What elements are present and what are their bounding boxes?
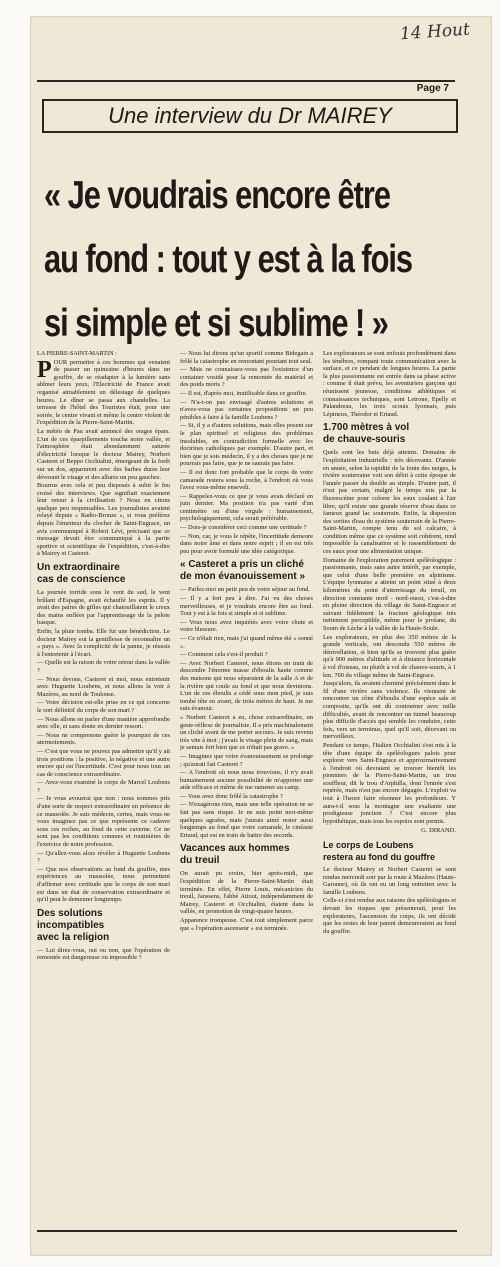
page-header-rule — [37, 80, 455, 96]
paragraph: « Norbert Casteret a eu, chose extraordinaire, un geste-réflexe de journaliste. Il a pris machinalement un cliché avant de me porter secours. Je suis revenu très vite à moi ; j'avais le visage plein de sang, mais je sentais fort bien que ce n'était pas grave. » — [180, 713, 313, 752]
subheading-line: Le corps de Loubens — [323, 840, 414, 851]
paragraph: — Il est donc fort probable que le corps de votre camarade restera sous la roche, à l'endroit où vous l'avez vous-même enseveli. — [180, 468, 313, 492]
paragraph: — Rappelez-vous ce que je vous avais déclaré en juin dernier. Ma position n'a pas varié d'un centimètre ou d'une virgule : humainement, psychologiquement, cela serait préférable. — [180, 492, 313, 523]
article-columns — [37, 350, 457, 1225]
subheading-line: restera au fond du gouffre — [323, 852, 436, 863]
paragraph: — Je vous avouerai que non : nous sommes pris d'une sorte de respect extraordinaire en présence de ce mausolée. Je suis médecin, certes, mais vous ne vous imaginez pas ce que représente ce cadavre sous ces roches, au fond de cette caverne. Ce ne sont pas les conditions connues et routinières de l'exercice de notre profession. — [37, 795, 170, 849]
handwritten-note: 14 Hout — [399, 19, 471, 45]
subheading — [37, 562, 170, 586]
subheading-line: de chauve-souris — [323, 434, 406, 446]
paragraph: — Dois-je considérer ceci comme une certitude ? — [180, 524, 307, 532]
subheading — [323, 839, 456, 863]
paragraph: La météo de Pau avait annoncé des orages épars. L'un de ces éparpillements toucha notre vallée, et l'atmosphère était abondamment saturée d'électricité lorsque le docteur Mairey, Norbert Casteret et Beppo Occhialini, émergeant de la forêt sur un dos, apparurent avec des barbes dures leur dévorant le visage et des allures un peu gauches. — [37, 427, 170, 481]
paragraph: Celle-ci s'est rendue aux raisons des spéléologues et devant les risques que présenterait, pour les explorateurs, l'ascension du corps, ils ont décidé que les restes de leur parent demeureraient au fond du gouffre. — [323, 897, 456, 935]
paragraph: On aurait pu croire, hier après-midi, que l'expédition de la Pierre-Saint-Martin était terminée. En effet, Pierre Louis, mécanicien du treuil, Janssens, l'abbé Attout, indépendamment de Mairey, Casteret et Occhialini, étaient dans la vallée, en promotion de vingt-quatre heures. — [180, 870, 313, 916]
paragraph: — Non, car, je vous le répète, l'incertitude demeure dans notre âme et dans notre esprit ; il en est très peu pour avoir formulé une idée catégorique. — [180, 532, 313, 555]
dateline: LA PIERRE-SAINT-MARTIN : — [37, 350, 117, 357]
headline-line-3: si simple et si sublime ! » — [44, 302, 388, 345]
paragraph: — Qu'allez-vous alors révéler à Huguette Loubens ? — [37, 849, 170, 865]
paragraph: Bourrus avec cela et peu disposés à subir le feu croisé des interviews. Que signifiait exactement leur retour à la civilisation ? Nous en citons quelque peu responsables. Les journalistes avaient relayé depuis « Radio-Bronze », si vous préférez depuis l'émetteur du clocher de Saint-Engrace, un avis communiqué à Robert Lévi, précisant que ce message devait être communiqué à la partie sportive et scientifique de l'expédition, c'est-à-dire à Mairey et Casteret. — [37, 482, 170, 558]
paragraph: — Nous allons en parler d'une manière approfondie avec elle, et sans doute en dernier ressort. — [37, 715, 170, 731]
headline-line-2: au fond : tout y est à la fois — [44, 238, 413, 281]
paragraph: — Ce n'était rien, mais j'ai quand même été « sonné ». — [180, 635, 313, 650]
paragraph: — Il est, d'après moi, inutilisable dans ce gouffre. — [180, 389, 308, 397]
paragraph: Quels sont les buts déjà atteints. Domaine de l'exploitation industrielle : très décevants. D'année en année, selon la rapidité de la fonte des neiges, la rivière souterraine voit son débit à cette époque de l'année passer du double au simple. D'autre part, il n'est pas certain, malgré le temps mis par la fluorescéine pour colorer les eaux coulant à l'air libre, qu'il existe une grande réserve d'eau dans ce fameux grand lac souterrain. Enfin, la dispersion des sorties d'eau du système souterrain de la Pierre-Saint-Martin, compte tenu du sol calcaire, à condition même que ce système soit cohérent, rend impossible la canalisation et le rassemblement de ces eaux pour une alimentation unique. — [323, 449, 456, 556]
column-2 — [180, 350, 313, 1225]
paragraph: Enfin, la pluie tomba. Elle fut une bénédiction. Le docteur Mairey eut la gentillesse de reconnaître un « pays ». Avec la complicité de la panne, je réussis à l'entretenir à l'écart. — [37, 628, 170, 658]
subheading-line: 1.700 mètres à vol — [323, 422, 410, 434]
paragraph: — N'a-t-on pas envisagé d'autres solutions et n'avez-vous pas certaines propositions un peu pénibles à faire à la famille Loubens ? — [180, 398, 313, 421]
paragraph: Domaine de l'exploration purement spéléologique : passionnante, mais sans autre intérêt, par exemple, que celui d'une belle première en alpinisme. L'équipe lyonnaise a atteint un point situé à deux kilomètres du point d'atterrissage du treuil, en direction constante nord - nord-ouest, c'est-à-dire en pleine direction du village de Saint-Engrace et suivant fidèlement la fracture géologique très nettement perceptible, même pour le profane, du Soum de Lèche à la vallée de la Haute-Soule. — [323, 556, 456, 632]
subheading — [323, 422, 456, 446]
paragraph: Le docteur Mairey et Norbert Casteret se sont rendus mercredi soir par la route à Mazères (Haute-Garonne), où ils ont eu un long entretien avec la famille Loubens. — [323, 866, 456, 896]
paragraph: Apparence trompeuse. C'est tout simplement parce que « l'opération ascenseur » est terminée. — [180, 917, 313, 932]
subheading — [37, 908, 170, 944]
subheading-line: du treuil — [180, 855, 220, 867]
paragraph: Jusqu'alors, ils avaient cheminé précisément dans le fil d'une rivière sans violence. Ils viennent de rencontrer un cône d'éboulis d'une espèce sale et composite, qu'ils ont dû contourner avec mille difficultés, avant de rencontrer un tunnel beaucoup plus difficile d'accès qui semble les conduire, cette fois, vers un terminus, quel qu'il soit, décevant ou merveilleux. — [323, 680, 456, 741]
paragraph: OUR permettre à ces hommes qui venaient de passer un quinzaine d'heures dans un gouffre, de se réadapter à la lumière sans abîmer leurs yeux, l'Electricité de France avait organisé aimablement un délestage de quelques heures. Le dîner se passa aux chandelles. La terrasse de l'hôtel des Touristes était, pour une soirée, le centre vivant et même le centre violent de l'expédition de la Pierre-Saint-Martin. — [37, 358, 170, 427]
paragraph: — Parlez-moi un petit peu de votre séjour au fond. — [180, 586, 310, 594]
paragraph: — Avec Norbert Casteret, nous étions en train de descendre l'énorme masse d'éboulis haute comme des maisons qui nous séparaient de la salle A et de la rivière qui coule au fond et que nous devinions. L'un de ces éboulis a cédé sous mon pied, je suis tombé tête en avant, de trois mètres de haut. Je me suis évanoui. — [180, 659, 313, 713]
paragraph: Les explorateurs se sont enfouis profondément dans les ténèbres, rompant toute communication avec la surface, et ce pendant de longues heures. La partie la plus passionnante est entrée dans sa phase active : comme il était prévu, les aventuriers garçons qui réunissent jeunesse, conditions athlétiques et connaissances techniques, sont Letrone, Epelly et Palandreau, les trois scouts lyonnais, puis Lépineux, Théodor et Ertaud. — [323, 350, 456, 418]
subheading-line: Vacances aux hommes — [180, 843, 290, 855]
paragraph: Les explorateurs, en plus des 350 mètres de la grande verticale, ont descendu 550 mètres de dénivellation, si bien qu'ils se trouvent plus guère qu'à 900 mètres d'altitude et à distance horizontale à vol d'oiseau, ou plutôt à vol de chauve-souris, à 1 km. 700 du village même de Saint-Engrace. — [323, 633, 456, 679]
subheading-line: cas de conscience — [37, 574, 126, 586]
column-3 — [323, 350, 456, 1225]
paragraph: — Comment cela s'est-il produit ? — [180, 651, 268, 659]
paragraph: — Lui direz-vous, oui ou non, que l'opération de remontée est dangereuse ou impossible ? — [37, 946, 170, 962]
subheading — [180, 843, 313, 867]
subheading-line: Des solutions incompatibles — [37, 907, 105, 931]
paragraph: — Nous devons, Casteret et moi, nous entretenir avec Huguette Loubens, et nous allons la voir à Mazères, au nord de Toulouse. — [37, 675, 170, 698]
paragraph: — Vous avez donc frôlé la catastrophe ? — [180, 792, 283, 800]
paragraph: — Nous ne comprenons guère le pourquoi de ces atermoiements. — [37, 731, 170, 747]
paragraph: Pendant ce temps, l'Italien Occhialini s'est mis à la tête d'une équipe de spéléologues palois pour explorer vers Saint-Engrace et approximativement à l'endroit où devraient se trouver bientôt les pionniers de la Pierre-Saint-Martin, un trou souffleur, dit le trou d'Arphilla, dont l'entrée s'est repérée, mais n'est pas encore dégagée. L'exploit va tout à l'heure faire résonner les profondeurs. Y aura-t-il sous la montagne une exaltante une prodigieuse jonction ? C'est encore plus hypothétique, mais tous les espoirs sont permis. — [323, 741, 456, 825]
paragraph: — Avez-vous examiné le corps de Marcel Loubens ? — [37, 779, 170, 794]
bottom-rule — [37, 1230, 457, 1232]
paragraph: — Nous lui dirons qu'un sportif comme Bidegain a frôlé la catastrophe en remontant pourtant tout seul. — [180, 350, 313, 365]
paragraph: La journée torride sous le vent du sud, le vent brûlant d'Espagne, avait échauffé les esprits. Il y avait des paires de gifles qui chatouillaient le creux des mains enflées par l'apprentissage de la pelote basque. — [37, 589, 170, 627]
subheading: « Casteret a pris un cliché de mon évanouissement » — [180, 559, 306, 583]
column-1 — [37, 350, 170, 1225]
paragraph: — Que nos observations au fond du gouffre, mes expériences au mausolée, nous permettent d'affirmer avec certitude que le corps de son mari est dans un état de conservation extraordinaire et qu'il peut le demeurer longtemps. — [37, 865, 170, 904]
page-number: Page 7 — [416, 83, 449, 94]
headline-line-1: « Je voudrais encore être — [44, 174, 390, 217]
subheading-line: avec la religion — [37, 931, 110, 943]
paragraph: — N'exagérons rien, mais une telle opération ne se fait pas sans risque. Je ne suis point moi-même quelques agrafes, mais j'aurais aimé rester aussi longtemps au fond que votre camarade, le cinéaste Ertaud, qui est en train de battre des records. — [180, 801, 313, 839]
paragraph: — Mais ne connaissez-vous pas l'existence d'un container vosidé pour la remontée du matériel et des poids morts ? — [180, 366, 313, 389]
paragraph: — Si, il y a d'autres solutions, mais elles posent sur le plan spirituel et religieux des problèmes insolubles, en contradiction formelle avec les doctrines catholiques par exemple. D'autre part, et bien que je sois médecin, il y a des choses que je ne pourrais pas faire, que je ne saurais pas faire. — [180, 422, 313, 468]
headline — [44, 164, 452, 356]
drop-cap: P — [37, 356, 52, 383]
paragraph: — Votre décision est-elle prise en ce qui concerne le sort définitif du corps de son mari ? — [37, 699, 170, 714]
paragraph: — Quelle est la raison de votre retour dans la vallée ? — [37, 659, 170, 674]
kicker-box: Une interview du Dr MAIREY — [42, 99, 458, 133]
paragraph: — Il y a fort peu à dire. J'ai vu des choses merveilleuses, et je voudrais encore être au fond. Tout y est à la fois si simple et si sublime. — [180, 595, 313, 618]
paragraph: — C'est que vous ne pouvez pas admettre qu'il y ait trois positions : la positive, la négative et une autre encore qui est l'incertitude. C'est pour nous tous un cas de conscience extraordinaire. — [37, 747, 170, 778]
author-signature: G. DIRAND. — [421, 827, 456, 835]
paragraph: — A l'endroit où nous nous trouvions, il n'y avait humainement aucune possibilité de m'apporter une aide efficace et même de me ramener au camp. — [180, 769, 313, 792]
paragraph: — Imaginez que votre évanouissement se prolonge ; qu'aurait fait Casteret ? — [180, 752, 313, 768]
paragraph: — Vous nous avez inquiétés avec votre chute et votre blessure. — [180, 618, 313, 634]
subheading-line: Un extraordinaire — [37, 562, 120, 574]
